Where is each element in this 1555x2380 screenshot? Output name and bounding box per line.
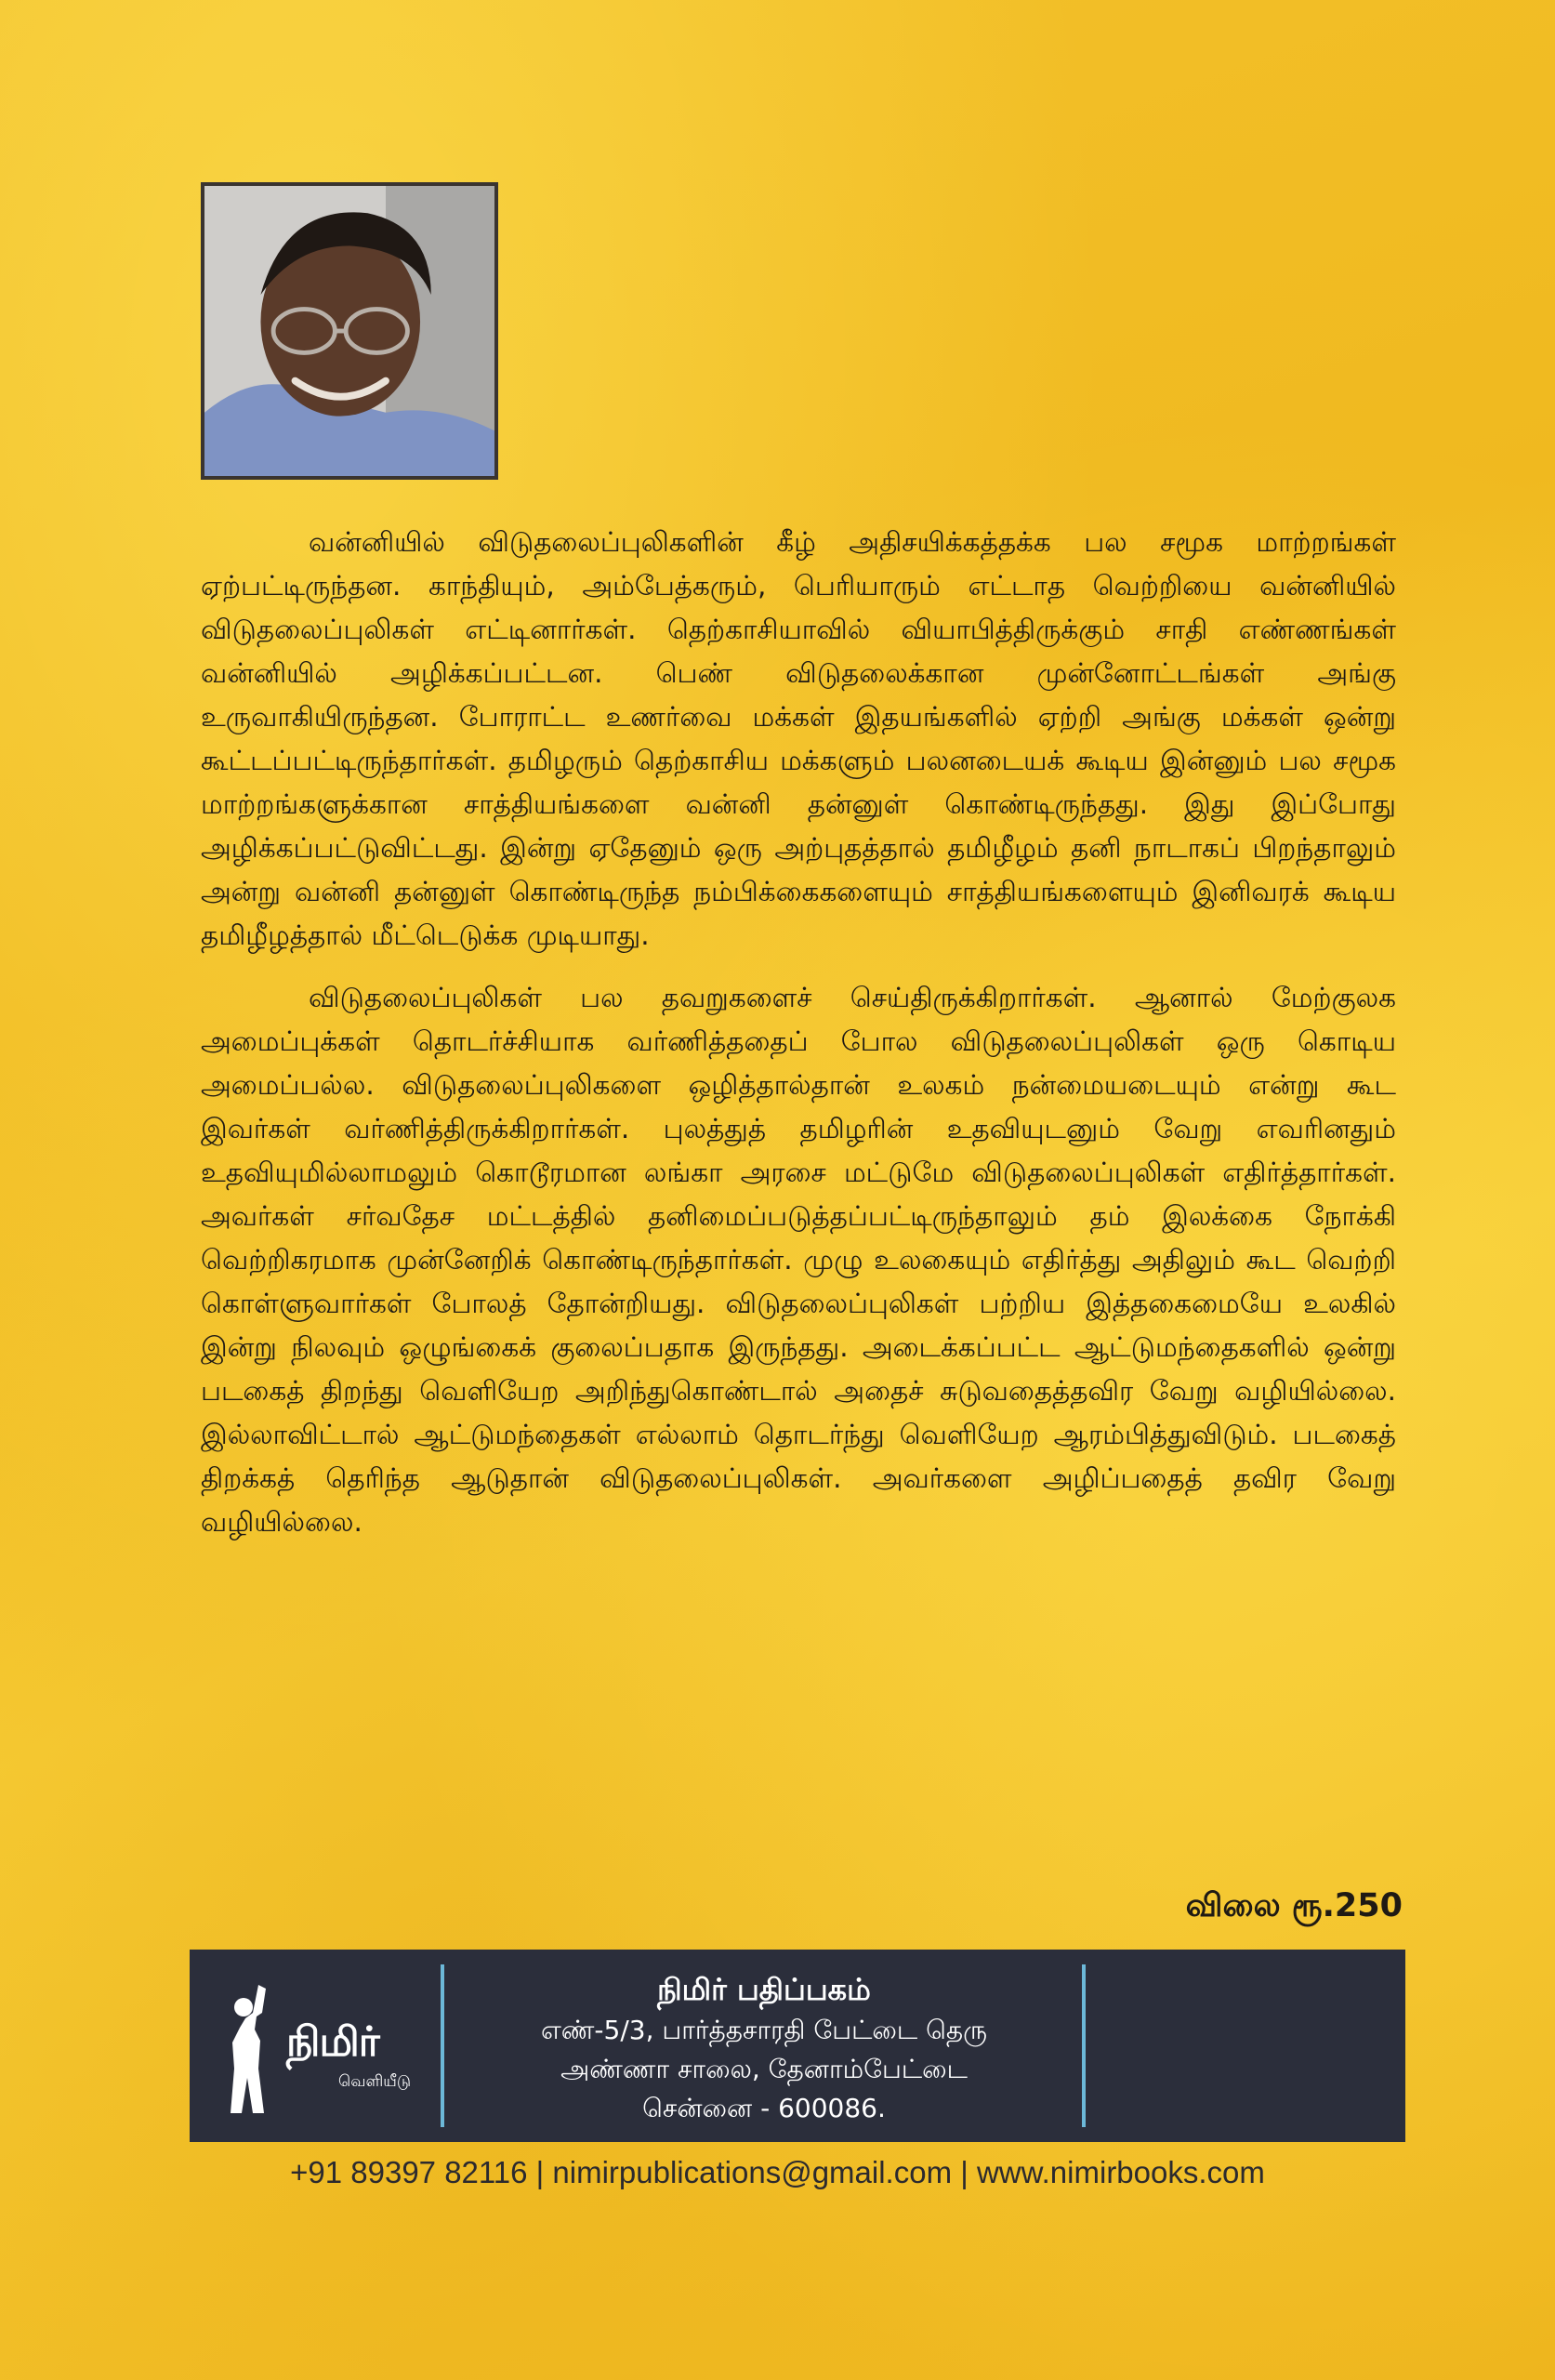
divider-left (441, 1964, 444, 2127)
price-label: விலை ரூ.250 (1185, 1887, 1403, 1924)
address-line-2: அண்ணா சாலை, தேனாம்பேட்டை (560, 2054, 968, 2084)
logo-name: நிமிர் (286, 2018, 379, 2066)
contact-line: +91 89397 82116 | nimirpublications@gmail.com | www.nimirbooks.com (290, 2155, 1265, 2189)
publisher-logo (210, 1976, 424, 2120)
publisher-address (450, 1968, 1078, 2128)
publisher-band (190, 1950, 1405, 2142)
address-line-3: சென்னை - 600086. (642, 2093, 886, 2123)
author-photo (201, 182, 498, 480)
address-line-1: எண்-5/3, பார்த்தசாரதி பேட்டை தெரு (540, 2015, 988, 2045)
paragraph-2: விடுதலைப்புலிகள் பல தவறுகளைச் செய்திருக்கிறார்கள். ஆனால் மேற்குலக அமைப்புக்கள் தொடர்ச்சியாக வர்ணித்ததைப் போல விடுதலைப்புலிகள் ஒரு கொடிய அமைப்பல்ல. விடுதலைப்புலிகளை ஒழித்தால்தான் உலகம் நன்மையடையும் என்று கூட இவர்கள் வர்ணித்திருக்கிறார்கள். புலத்துத் தமிழரின் உதவியுடனும் வேறு எவரினதும் உதவியுமில்லாமலும் கொடூரமான லங்கா அரசை மட்டுமே விடுதலைப்புலிகள் எதிர்த்தார்கள். அவர்கள் சர்வதேச மட்டத்தில் தனிமைப்படுத்தப்பட்டிருந்தாலும் தம் இலக்கை நோக்கி வெற்றிகரமாக முன்னேறிக் கொண்டிருந்தார்கள். முழு உலகையும் எதிர்த்து அதிலும் கூட வெற்றி கொள்ளுவார்கள் போலத் தோன்றியது. விடுதலைப்புலிகள் பற்றிய இத்தகைமையே உலகில் இன்று நிலவும் ஒழுங்கைக் குலைப்பதாக இருந்தது. அடைக்கப்பட்ட ஆட்டுமந்தைகளில் ஒன்று படகைத் திறந்து வெளியேற அறிந்துகொண்டால் அதைச் சுடுவதைத்தவிர வேறு வழியில்லை. இல்லாவிட்டால் ஆட்டுமந்தைகள் எல்லாம் தொடர்ந்து வெளியேற ஆரம்பித்துவிடும். படகைத் திறக்கத் தெரிந்த ஆடுதான் விடுதலைப்புலிகள். அவர்களை அழிப்பதைத் தவிர வேறு வழியில்லை. (201, 982, 1396, 1538)
paragraph-1: வன்னியில் விடுதலைப்புலிகளின் கீழ் அதிசயிக்கத்தக்க பல சமூக மாற்றங்கள் ஏற்பட்டிருந்தன. காந்தியும், அம்பேத்கரும், பெரியாரும் எட்டாத வெற்றியை வன்னியில் விடுதலைப்புலிகள் எட்டினார்கள். தெற்காசியாவில் வியாபித்திருக்கும் சாதி எண்ணங்கள் வன்னியில் அழிக்கப்பட்டன. பெண் விடுதலைக்கான முன்னோட்டங்கள் அங்கு உருவாகியிருந்தன. போராட்ட உணர்வை மக்கள் இதயங்களில் ஏற்றி அங்கு மக்கள் ஒன்று கூட்டப்பட்டிருந்தார்கள். தமிழரும் தெற்காசிய மக்களும் பலனடையக் கூடிய இன்னும் பல சமூக மாற்றங்களுக்கான சாத்தியங்களை வன்னி தன்னுள் கொண்டிருந்தது. இது இப்போது அழிக்கப்பட்டுவிட்டது. இன்று ஏதேனும் ஒரு அற்புதத்தால் தமிழீழம் தனி நாடாகப் பிறந்தாலும் அன்று வன்னி தன்னுள் கொண்டிருந்த நம்பிக்கைகளையும் சாத்தியங்களையும் இனிவரக் கூடிய தமிழீழத்தால் மீட்டெடுக்க முடியாது. (201, 526, 1396, 951)
raised-fist-figure-icon (221, 1985, 279, 2115)
description-text (201, 521, 1396, 1563)
divider-right (1082, 1964, 1086, 2127)
logo-subtitle: வெளியீடு (338, 2072, 412, 2091)
publisher-name: நிமிர் பதிப்பகம் (657, 1972, 871, 2007)
author-portrait-image (204, 186, 494, 476)
